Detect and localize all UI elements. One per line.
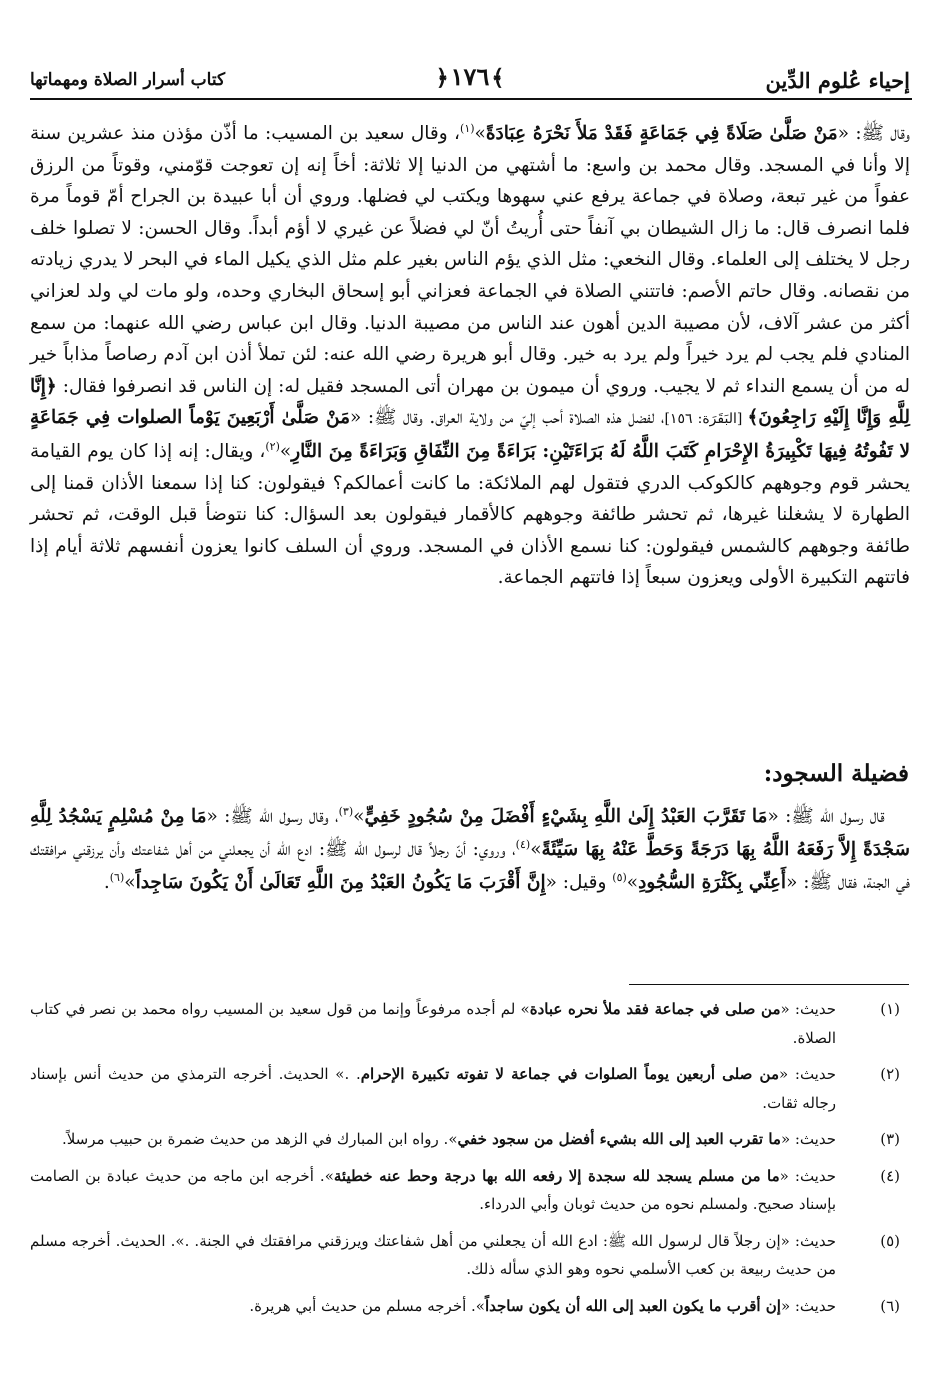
text-run: ، لفضل هذه الصلاة أحب إليّ من ولاية العراق. وقال ﷺ: « [350, 407, 665, 429]
footnote-6 [30, 1292, 906, 1321]
page-number [434, 62, 506, 91]
footnote-2 [30, 1060, 906, 1117]
text-run: ». أخرجه ابن ماجه من حديث عبادة بن الصامت بإسناد صحيح. ولمسلم نحوه من حديث ثوبان وأبي الدرداء. [30, 1166, 836, 1213]
text-run: ، ويقال: إنه إذا كان يوم القيامة يحشر قوم وجوههم كالكوكب الدري فتقول لهم الملائكة: ما كانت أعمالكم؟ فيقولون: كنا إذا سمعنا الأذان قمنا إلى الطهارة لا يشغلنا غيرها، ثم تحشر طائفة وجوههم كالأقمار فيقولون بعد السؤال: كنا نتوضأ قبل الوقت، ثم تحشر طائفة وجوههم كالشمس فيقولون: كنا نسمع الأذان في المسجد. وروي أن السلف كانوا يعزون أنفسهم ثلاثة أيام إذا فاتتهم التكبيرة الأولى ويعزون سبعاً إذا فاتتهم الجماعة. [30, 440, 910, 589]
main-text [30, 118, 910, 594]
text-run: حديث: « [779, 1166, 836, 1185]
hadith-text: مَا مِنْ مُسْلِمٍ يَسْجُدُ لِلَّهِ سَجْدَةً إِلاَّ رَفَعَهُ اللَّهُ بِهَا دَرَجَةً وَحَطَّ عَنْهُ بِهَا سَيِّئَةً [30, 806, 910, 860]
footnote-number: (٣) [880, 1130, 900, 1148]
text-run: » [530, 839, 542, 860]
text-run: » [474, 123, 486, 144]
text-run: » لم أجده مرفوعاً وإنما من قول سعيد بن المسيب رواه محمد بن نصر في كتاب الصلاة. [30, 1000, 836, 1047]
footnote-4 [30, 1162, 906, 1219]
text-run: ». رواه ابن المبارك في الزهد من حديث ضمرة بن حبيب مرسلاً. [61, 1130, 458, 1148]
section-title: فضيلة السجود: [763, 760, 909, 787]
quran-verse: ﴿إِنَّا لِلَّهِ وَإِنَّا إِلَيْهِ رَاجِعُونَ﴾ [30, 375, 911, 429]
text-run: ، وروي: أنّ رجلاً قال لرسول الله ﷺ: ادع الله أن يجعلني من أهل شفاعتك وأن يرزقني مرافقتك في الجنة، فقال ﷺ: « [30, 839, 910, 893]
text-run: » [124, 872, 136, 893]
header-divider [30, 98, 912, 100]
text-run: حديث: « [779, 1065, 836, 1083]
text-run: ، وقال سعيد بن المسيب: ما أذّن مؤذن منذ عشرين سنة إلا وأنا في المسجد. وقال محمد بن واسع: ما أشتهي من الدنيا إلا ثلاثة: أخاً إنه إن تعوجت قوّمني، وقوتاً من الرزق عفواً من غير تبعة، وصلاة في جماعة يرفع عني سهوها ويكتب لي فضلها. وروي أن أبا عبيدة بن الجراح أمّ قوماً مرة فلما انصرف قال: ما زال الشيطان بي آنفاً حتى أُريتُ أنّ لي فضلاً عن غيري لا أؤم أبداً. وقال الحسن: لا تصلوا خلف رجل لا يختلف إلى العلماء. وقال النخعي: مثل الذي يؤم الناس بغير علم مثل الذي يكيل الماء في البحر لا يدري زيادته من نقصانه. وقال حاتم الأصم: فاتتني الصلاة في الجماعة فعزاني أبو إسحاق البخاري وحده، ولو مات لي ولد لعزاني أكثر من عشر آلاف، لأن مصيبة الدين أهون عند الناس من مصيبة الدنيا. وقال ابن عباس رضي الله عنهما: من سمع المنادي فلم يجب لم يرد خيراً ولم يرد به خير. وقال أبو هريرة رضي الله عنه: لئن تملأ أذن ابن آدم رصاصاً مذاباً خير له من أن يسمع النداء ثم لا يجيب. وروي أن ميمون بن مهران أتى المسجد فقيل له: إن الناس قد انصرفوا فقال: [30, 123, 910, 397]
text-run: » [279, 440, 292, 462]
text-run: . [103, 872, 110, 893]
text-run: قال رسول الله ﷺ: « [767, 806, 885, 827]
text-run: » [626, 872, 639, 893]
text-run: ، وقال رسول الله ﷺ: « [206, 806, 339, 827]
paragraph-1 [30, 118, 910, 594]
footnote-number: (٦) [880, 1296, 900, 1315]
ornament-right-icon: ﴾ [491, 65, 505, 91]
footnote-hadith: إن أقرب ما يكون العبد إلى الله أن يكون ساجداً [484, 1296, 781, 1315]
text-run: ». أخرجه مسلم من حديث أبي هريرة. [249, 1296, 485, 1315]
text-run: » [353, 806, 365, 827]
footnote-5 [30, 1227, 906, 1284]
footnote-hadith: ما تقرب العبد إلى الله بشيء أفضل من سجود خفي [457, 1130, 781, 1148]
text-run: . .» الحديث. أخرجه الترمذي من حديث أنس بإسناد رجاله ثقات. [30, 1065, 836, 1112]
text-run: حديث: « [780, 1000, 836, 1018]
text-run: حديث: «إن رجلاً قال لرسول الله ﷺ: ادع الله أن يجعلني من أهل شفاعتك ويرزقني مرافقتك في الجنة. .». الحديث. أخرجه مسلم من حديث ربيعة بن كعب الأسلمي نحوه وهو الذي سأله ذلك. [30, 1231, 836, 1278]
footnote-ref: (٤) [515, 837, 531, 851]
footnote-3 [30, 1125, 906, 1154]
footnote-number: (٥) [880, 1231, 900, 1250]
footnote-ref: (٥) [612, 870, 627, 884]
ornament-left-icon: ﴿ [435, 65, 449, 91]
footnote-hadith: ما من مسلم يسجد لله سجدة إلا رفعه الله بها درجة وحط عنه خطيئة [333, 1166, 780, 1185]
footnote-number: (١) [880, 1000, 900, 1018]
footnote-1 [30, 995, 906, 1052]
paragraph-2 [30, 800, 910, 899]
footnote-number: (٢) [880, 1065, 900, 1083]
text-run: حديث: « [780, 1296, 836, 1315]
hadith-text: إِنَّ أَقْرَبَ مَا يَكُونُ العَبْدُ مِنَ اللَّهِ تَعَالَىٰ أَنْ يَكُونَ سَاجِداً [135, 872, 546, 893]
hadith-text: مَا تَقَرَّبَ العَبْدُ إِلَىٰ اللَّهِ بِشَيْءٍ أَفْضَلَ مِنْ سُجُودٍ خَفِيٍّ [364, 806, 768, 827]
footnote-ref: (٣) [338, 804, 354, 818]
footnote-ref: (٢) [265, 439, 280, 453]
text-run: حديث: « [780, 1130, 836, 1148]
footnote-hadith: من صلى في جماعة فقد ملأ نحره عبادة [529, 1000, 781, 1018]
book-title: إحياء عُلوم الدِّين [765, 68, 910, 93]
text-run: وقيل: « [545, 872, 613, 893]
verse-reference: [البَقَرَة: ١٥٦] [664, 411, 748, 428]
hadith-text: أَعِنِّي بِكَثْرَةِ السُّجُودِ [638, 872, 787, 893]
footnote-number: (٤) [880, 1166, 900, 1185]
section-text [30, 800, 910, 899]
text-run: وقال ﷺ: « [837, 123, 910, 144]
page-header [30, 56, 910, 100]
footnotes [30, 995, 906, 1328]
footnote-divider [629, 984, 909, 985]
footnote-ref: (١) [460, 121, 475, 135]
chapter-title: كتاب أسرار الصلاة ومهماتها [30, 70, 226, 90]
footnote-hadith: من صلى أربعين يوماً الصلوات في جماعة لا تفوته تكبيرة الإحرام [360, 1065, 779, 1083]
hadith-text: مَنْ صَلَّىٰ صَلَاةً فِي جَمَاعَةٍ فَقَدْ مَلأَ نَحْرَهُ عِبَادَةً [485, 123, 838, 144]
page-number-text: ١٧٦ [450, 62, 490, 91]
hadith-text: مَنْ صَلَّىٰ أَرْبَعِينَ يَوْماً الصلوات فِي جَمَاعَةٍ لا تَفُوتُهُ فِيهَا تَكْبِيرَةُ الإِحْرَامِ كَتَبَ اللَّهُ لَهُ بَرَاءَتَيْنِ: بَرَاءَةً مِنَ النِّفَاقِ وَبَرَاءَةً مِنَ النَّارِ [30, 407, 911, 462]
footnote-ref: (٦) [109, 870, 125, 884]
